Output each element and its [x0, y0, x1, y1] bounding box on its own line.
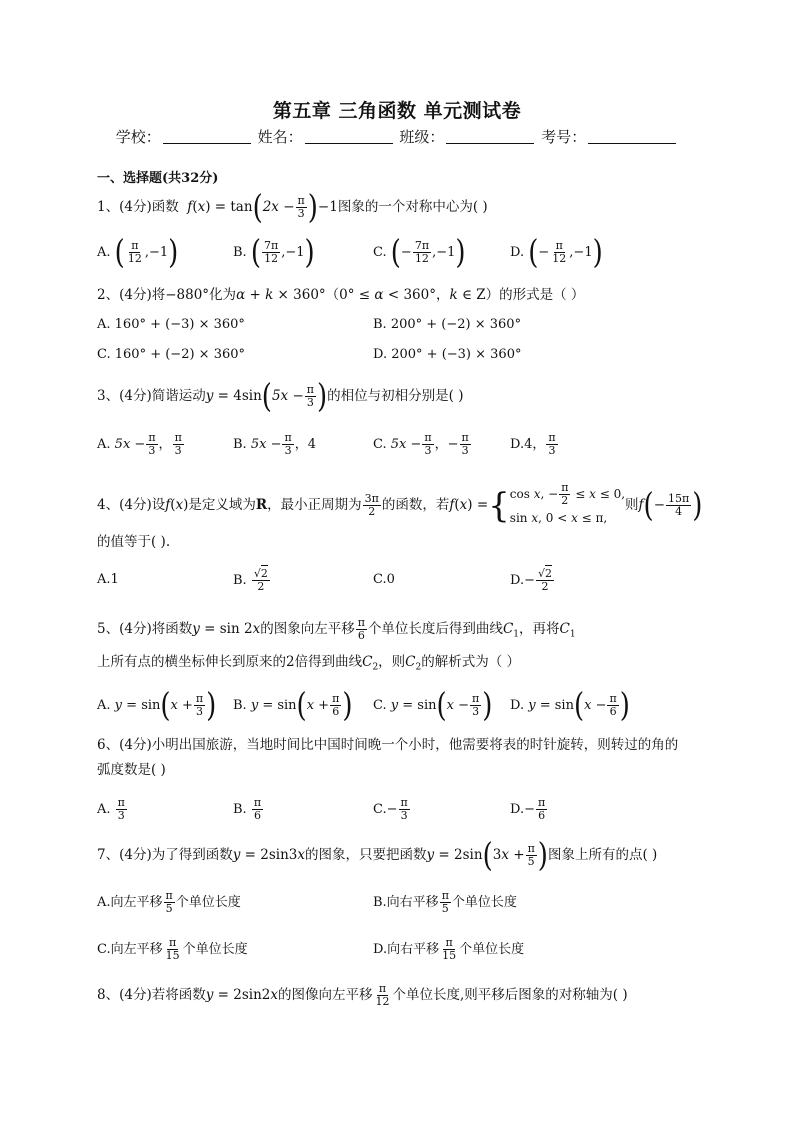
q3-option-b[interactable]: B. 5x − $\frac{\pi}{3}$ ，4 — [233, 431, 316, 457]
q5-option-b[interactable]: B. y = sin(x + $\frac{\pi}{6}$ ) — [233, 686, 353, 725]
q1-option-b[interactable]: B. ( $\frac{7\pi}{12}$ ,−1) — [233, 233, 315, 272]
page-title: 第五章 三角函数 单元测试卷 — [272, 100, 522, 122]
school-label: 学校： — [115, 128, 161, 146]
q7-option-a[interactable]: A.向左平移 $\frac{\pi}{5}$ 个单位长度 — [97, 889, 241, 915]
q4-option-b[interactable]: B. $\frac{√2}{2}$ — [233, 567, 268, 593]
q6-option-c[interactable]: C.− $\frac{\pi}{3}$ — [373, 796, 408, 822]
q2-option-d[interactable]: D. 200° + (−3) × 360° — [373, 347, 522, 362]
question-1 — [97, 188, 488, 227]
q3-option-c[interactable]: C. 5x − $\frac{\pi}{3}$ ，− $\frac{\pi}{3}$ — [373, 431, 469, 457]
number-blank[interactable] — [588, 129, 676, 144]
question-3: 3、(4分)简谐运动y = 4sin(5x − $\frac{\pi}{3}$ )的相位与初相分别是( ) — [97, 377, 464, 416]
question-8: 8、(4分)若将函数y = 2sin2x的图像向左平移 $\frac{\pi}{12}$ 个单位长度,则平移后图象的对称轴为( ) — [97, 982, 628, 1008]
q5-option-a[interactable]: A. y = sin(x + $\frac{\pi}{3}$ ) — [97, 686, 217, 725]
q6-option-a[interactable]: A. $\frac{\pi}{3}$ — [97, 796, 125, 822]
q7-option-b[interactable]: B.向右平移 $\frac{\pi}{5}$ 个单位长度 — [373, 889, 517, 915]
q6-option-d[interactable]: D.− $\frac{\pi}{6}$ — [510, 796, 546, 822]
q2-option-c[interactable]: C. 160° + (−2) × 360° — [97, 347, 246, 362]
q4-option-a[interactable]: A.1 — [97, 572, 119, 587]
question-7: 7、(4分)为了得到函数y = 2sin3x的图象，只要把函数y = 2sin(3x + $\frac{\pi}{5}$ )图象上所有的点( ) — [97, 836, 658, 875]
question-5: 5、(4分)将函数y = sin 2x的图象向左平移 $\frac{\pi}{6}$ 个单位长度后得到曲线$C_1$，再将$C_1$ — [97, 616, 576, 642]
student-info-row — [0, 126, 794, 147]
q1-option-c[interactable]: C. (− $\frac{7\pi}{12}$ ,−1) — [373, 233, 466, 272]
q1-formula: f(x) = tan(2x − $\frac{\pi}{3}$ )−1 — [183, 188, 338, 227]
q1-stem: 1、(4分)函数 — [97, 199, 179, 215]
q3-option-d[interactable]: D.4， $\frac{\pi}{3}$ — [510, 431, 556, 457]
q3-option-a[interactable]: A. 5x − $\frac{\pi}{3}$ ， $\frac{\pi}{3}$ — [97, 431, 182, 457]
question-6-line2: 弧度数是( ) — [97, 762, 166, 778]
question-5-line2: 上所有点的横坐标伸长到原来的2倍得到曲线$C_2$，则$C_2$的解析式为（ ） — [97, 654, 521, 673]
name-label: 姓名： — [257, 128, 303, 146]
question-2: 2、(4分)将−880°化为α + k × 360°（0° ≤ α < 360°，k ∈ Z）的形式是（ ） — [97, 287, 585, 303]
question-4-line2: 的值等于( ). — [97, 534, 171, 550]
q1-stem-tail: 图象的一个对称中心为( ) — [337, 199, 488, 215]
number-label: 考号： — [541, 128, 587, 146]
section-heading: 一、选择题(共32分) — [97, 171, 219, 186]
q2-option-b[interactable]: B. 200° + (−2) × 360° — [373, 317, 522, 332]
q5-option-d[interactable]: D. y = sin(x − $\frac{\pi}{6}$ ) — [510, 686, 630, 725]
q1-option-d[interactable]: D. (− $\frac{\pi}{12}$ ,−1) — [510, 233, 603, 272]
q4-option-c[interactable]: C.0 — [373, 572, 395, 587]
q7-option-c[interactable]: C.向左平移 $\frac{\pi}{15}$ 个单位长度 — [97, 936, 248, 962]
name-blank[interactable] — [305, 129, 393, 144]
school-blank[interactable] — [163, 129, 251, 144]
question-4: 4、(4分)设f(x)是定义域为R，最小正周期为 $\frac{3\pi}{2}$ 的函数，若f(x) ={ cos x, − $\frac{\pi}{2}$ ≤ x ≤ 0, sin x, 0 < x ≤ π, 则f(− $\frac{15\pi}{4}$ ) — [97, 481, 703, 526]
q4-option-d[interactable]: D.− $\frac{√2}{2}$ — [510, 567, 553, 593]
q5-option-c[interactable]: C. y = sin(x − $\frac{\pi}{3}$ ) — [373, 686, 493, 725]
question-6: 6、(4分)小明出国旅游，当地时间比中国时间晚一个小时，他需要将表的时针旋转，则转过的角的 — [97, 737, 679, 753]
class-label: 班级： — [399, 128, 445, 146]
q6-option-b[interactable]: B. $\frac{\pi}{6}$ — [233, 796, 262, 822]
q7-option-d[interactable]: D.向右平移 $\frac{\pi}{15}$ 个单位长度 — [373, 936, 525, 962]
q1-option-a[interactable]: A. ( $\frac{\pi}{12}$ ,−1) — [97, 233, 179, 272]
class-blank[interactable] — [446, 129, 534, 144]
q2-option-a[interactable]: A. 160° + (−3) × 360° — [97, 317, 245, 332]
